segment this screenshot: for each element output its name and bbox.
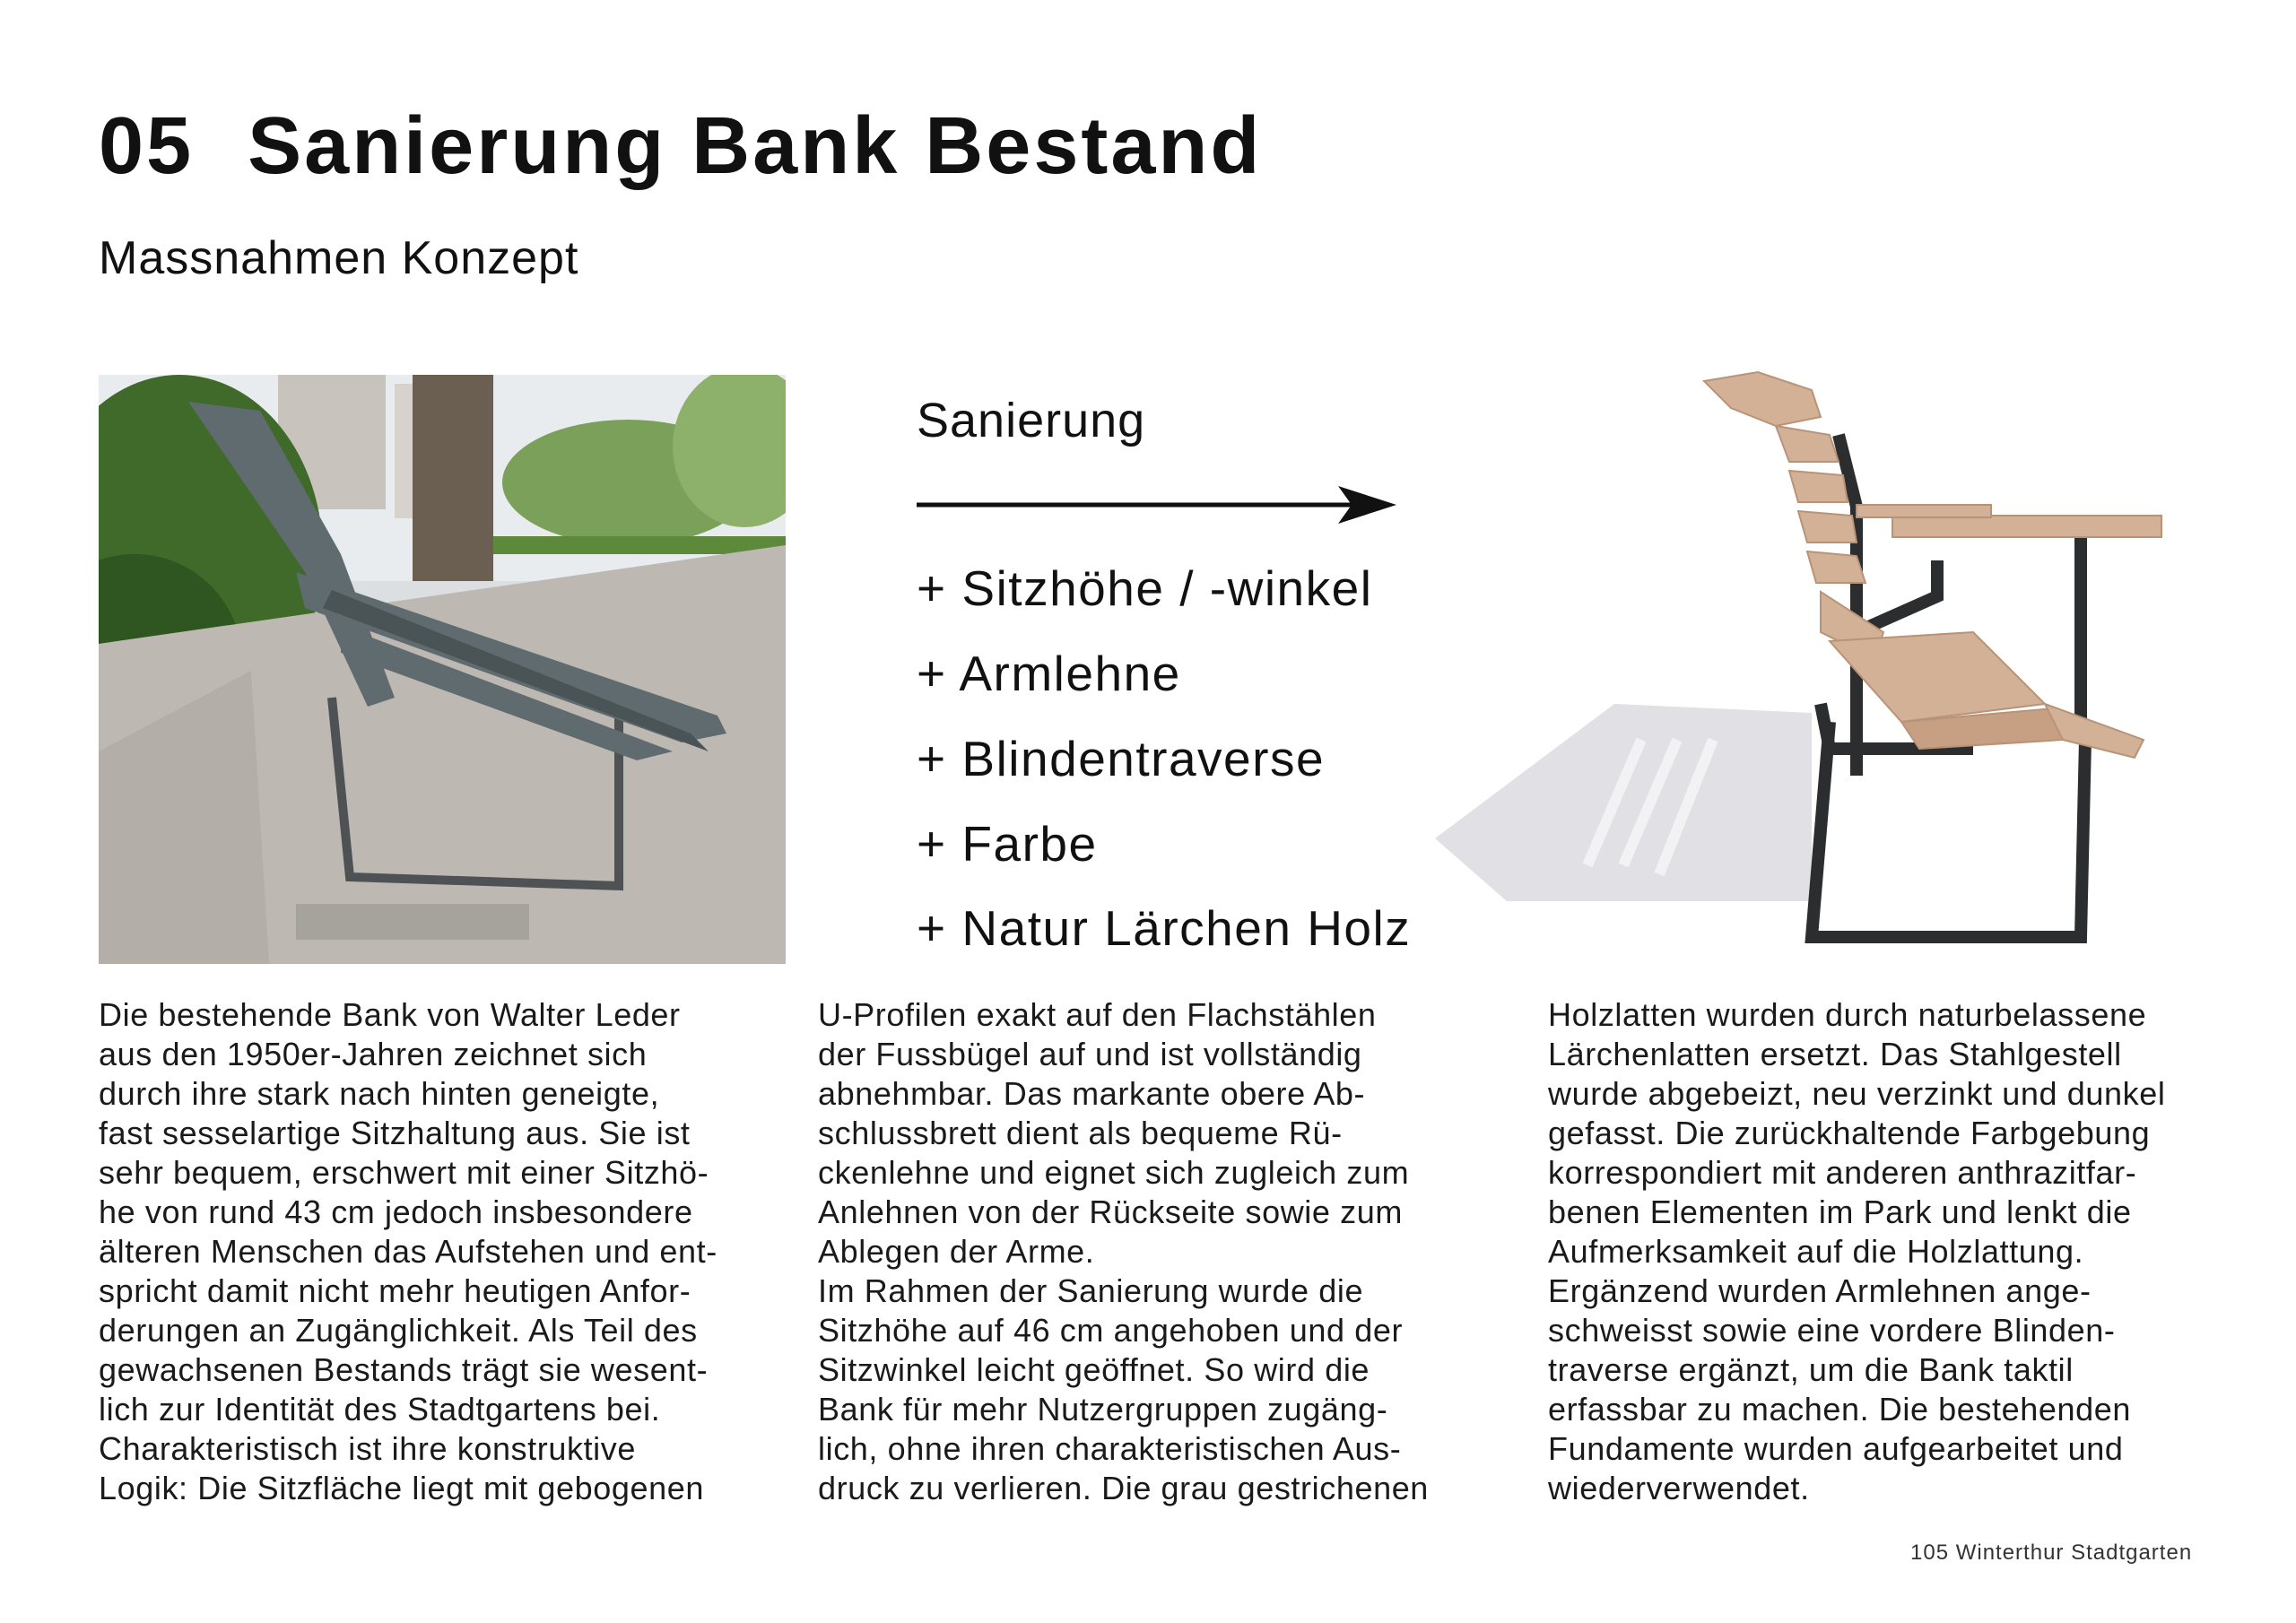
text-line: aus den 1950er-Jahren zeichnet sich <box>99 1036 648 1072</box>
arrow-right-icon <box>917 484 1396 525</box>
text-line: U-Profilen exakt auf den Flachstählen <box>818 996 1377 1033</box>
text-line: he von rund 43 cm jedoch insbesondere <box>99 1193 693 1230</box>
text-line: Ergänzend wurden Armlehnen ange- <box>1548 1272 2092 1309</box>
text-line: spricht damit nicht mehr heutigen Anfor- <box>99 1272 691 1309</box>
measure-item: + Armlehne <box>917 646 1181 701</box>
text-line: wurde abgebeizt, neu verzinkt und dunkel <box>1548 1075 2166 1112</box>
text-line: Sitzhöhe auf 46 cm angehoben und der <box>818 1312 1404 1349</box>
text-line: der Fussbügel auf und ist vollständig <box>818 1036 1362 1072</box>
text-line: lich, ohne ihren charakteristischen Aus- <box>818 1430 1402 1467</box>
text-line: Im Rahmen der Sanierung wurde die <box>818 1272 1364 1309</box>
text-line: derungen an Zugänglichkeit. Als Teil des <box>99 1312 698 1349</box>
text-line: Sitzwinkel leicht geöffnet. So wird die <box>818 1351 1370 1388</box>
text-line: druck zu verlieren. Die grau gestrichenen <box>818 1470 1429 1506</box>
concept-label: Sanierung <box>917 394 1146 447</box>
measure-item: + Blindentraverse <box>917 731 1326 786</box>
text-line: Anlehnen von der Rückseite sowie zum <box>818 1193 1403 1230</box>
body-text-column-2 <box>818 995 1429 1508</box>
text-line: Charakteristisch ist ihre konstruktive <box>99 1430 636 1467</box>
text-line: Lärchenlatten ersetzt. Das Stahlgestell <box>1548 1036 2122 1072</box>
text-line: Aufmerksamkeit auf die Holzlattung. <box>1548 1233 2084 1270</box>
measure-item: + Natur Lärchen Holz <box>917 900 1412 956</box>
page-title <box>99 100 1262 193</box>
page-subtitle: Massnahmen Konzept <box>99 232 579 284</box>
measure-item: + Sitzhöhe / -winkel <box>917 560 1373 616</box>
text-line: gewachsenen Bestands trägt sie wesent- <box>99 1351 709 1388</box>
text-line: Fundamente wurden aufgearbeitet und <box>1548 1430 2124 1467</box>
section-number: 05 <box>99 101 195 191</box>
text-line: Holzlatten wurden durch naturbelassene <box>1548 996 2147 1033</box>
text-line: Ablegen der Arme. <box>818 1233 1095 1270</box>
text-line: Bank für mehr Nutzergruppen zugäng- <box>818 1391 1388 1428</box>
text-line: Logik: Die Sitzfläche liegt mit gebogenen <box>99 1470 704 1506</box>
text-line: schlussbrett dient als bequeme Rü- <box>818 1115 1343 1151</box>
renovated-bench-render <box>1435 363 2188 959</box>
text-line: traverse ergänzt, um die Bank taktil <box>1548 1351 2074 1388</box>
text-line: korrespondiert mit anderen anthrazitfar- <box>1548 1154 2137 1191</box>
text-line: Die bestehende Bank von Walter Leder <box>99 996 681 1033</box>
text-line: wiederverwendet. <box>1548 1470 1810 1506</box>
text-line: schweisst sowie eine vordere Blinden- <box>1548 1312 2116 1349</box>
section-title: Sanierung Bank Bestand <box>248 101 1263 191</box>
body-text-column-3 <box>1548 995 2165 1508</box>
text-line: abnehmbar. Das markante obere Ab- <box>818 1075 1366 1112</box>
text-line: fast sesselartige Sitzhaltung aus. Sie ist <box>99 1115 691 1151</box>
body-text-column-1 <box>99 995 718 1508</box>
text-line: lich zur Identität des Stadtgartens bei. <box>99 1391 661 1428</box>
text-line: erfassbar zu machen. Die bestehenden <box>1548 1391 2131 1428</box>
text-line: älteren Menschen das Aufstehen und ent- <box>99 1233 718 1270</box>
text-line: benen Elementen im Park und lenkt die <box>1548 1193 2132 1230</box>
text-line: durch ihre stark nach hinten geneigte, <box>99 1075 660 1112</box>
existing-bench-photo <box>99 375 786 964</box>
page-footer: 105 Winterthur Stadtgarten <box>1910 1541 2193 1565</box>
text-line: sehr bequem, erschwert mit einer Sitzhö- <box>99 1154 709 1191</box>
text-line: ckenlehne und eignet sich zugleich zum <box>818 1154 1410 1191</box>
measure-item: + Farbe <box>917 816 1098 872</box>
text-line: gefasst. Die zurückhaltende Farbgebung <box>1548 1115 2151 1151</box>
